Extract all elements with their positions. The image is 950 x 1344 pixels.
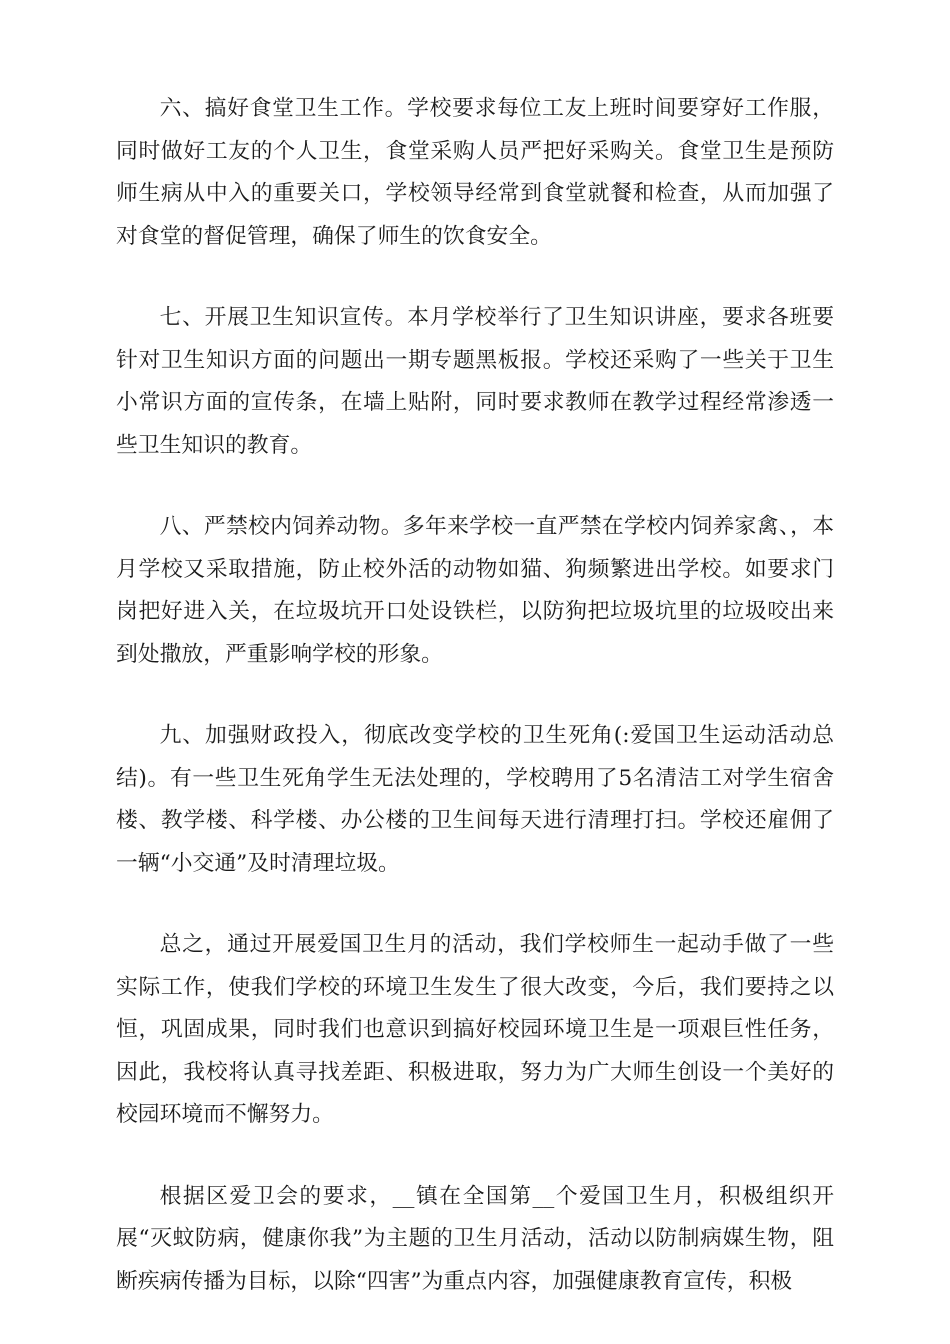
paragraph-hygiene-knowledge: 七、开展卫生知识宣传。本月学校举行了卫生知识讲座，要求各班要针对卫生知识方面的问题出一期专题黑板报。学校还采购了一些关于卫生小常识方面的宣传条，在墙上贴附，同时要求教师在教学过程经常渗透一些卫生知识的教育。: [116, 305, 834, 458]
paragraph-summary: 总之，通过开展爱国卫生月的活动，我们学校师生一起动手做了一些实际工作，使我们学校的环境卫生发生了很大改变，今后，我们要持之以恒，巩固成果，同时我们也意识到搞好校园环境卫生是一项艰巨性任务，因此，我校将认真寻找差距、积极进取，努力为广大师生创设一个美好的校园环境而不懈努力。: [116, 932, 834, 1127]
document-body: [116, 88, 834, 1303]
paragraph-town-campaign: 根据区爱卫会的要求，__镇在全国第__个爱国卫生月，积极组织开展“灭蚊防病，健康你我”为主题的卫生月活动，活动以防制病媒生物，阻断疾病传播为目标，以除“四害”为重点内容，加强健康教育宣传，积极: [116, 1183, 834, 1294]
paragraph-canteen-hygiene: 六、搞好食堂卫生工作。学校要求每位工友上班时间要穿好工作服，同时做好工友的个人卫生，食堂采购人员严把好采购关。食堂卫生是预防师生病从中入的重要关口，学校领导经常到食堂就餐和检查，从而加强了对食堂的督促管理，确保了师生的饮食安全。: [116, 96, 834, 249]
paragraph-financial-investment: 九、加强财政投入，彻底改变学校的卫生死角(:爱国卫生运动活动总结)。有一些卫生死角学生无法处理的，学校聘用了5名清洁工对学生宿舍楼、教学楼、科学楼、办公楼的卫生间每天进行清理打扫。学校还雇佣了一辆“小交通”及时清理垃圾。: [116, 723, 834, 876]
paragraph-animal-ban: 八、严禁校内饲养动物。多年来学校一直严禁在学校内饲养家禽、，本月学校又采取措施，防止校外活的动物如猫、狗频繁进出学校。如要求门岗把好进入关，在垃圾坑开口处设铁栏，以防狗把垃圾坑里的垃圾咬出来到处撒放，严重影响学校的形象。: [116, 514, 834, 667]
